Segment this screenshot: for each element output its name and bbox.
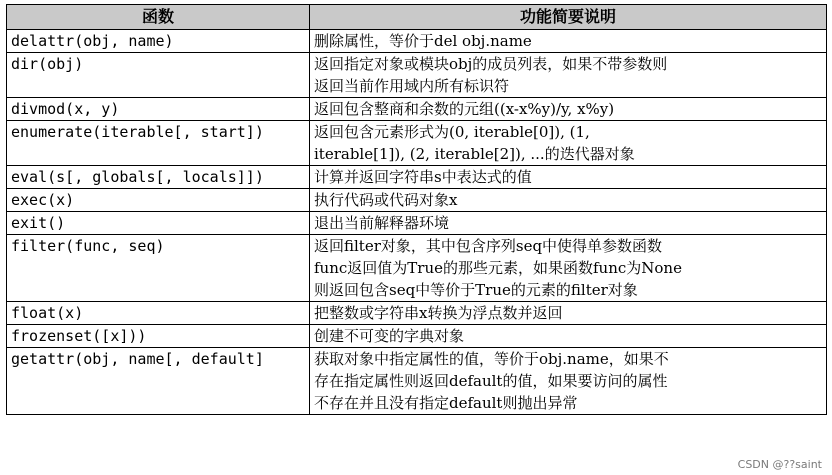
table-row	[7, 53, 827, 98]
function-signature: float(x)	[7, 302, 310, 325]
function-signature: eval(s[, globals[, locals]])	[7, 166, 310, 189]
table-row	[7, 166, 827, 189]
description-line: iterable[1]), (2, iterable[2]), ...的迭代器对象	[314, 145, 635, 163]
description-line: 计算并返回字符串s中表达式的值	[314, 168, 532, 186]
function-description	[310, 166, 827, 189]
function-signature: delattr(obj, name)	[7, 30, 310, 53]
description-line: 删除属性，等价于del obj.name	[314, 32, 532, 50]
description-line: 返回包含整商和余数的元组((x-x%y)/y, x%y)	[314, 100, 615, 118]
function-signature: dir(obj)	[7, 53, 310, 98]
function-description	[310, 235, 827, 302]
function-signature: exec(x)	[7, 189, 310, 212]
description-line: 返回包含元素形式为(0, iterable[0]), (1,	[314, 123, 590, 141]
function-description	[310, 212, 827, 235]
function-description	[310, 121, 827, 166]
description-line: func返回值为True的那些元素，如果函数func为None	[314, 259, 682, 277]
function-signature: divmod(x, y)	[7, 98, 310, 121]
description-line: 则返回包含seq中等价于True的元素的filter对象	[314, 281, 638, 299]
header-row	[7, 5, 827, 30]
description-line: 返回filter对象，其中包含序列seq中使得单参数函数	[314, 237, 663, 255]
description-line: 获取对象中指定属性的值，等价于obj.name，如果不	[314, 350, 669, 368]
function-signature: enumerate(iterable[, start])	[7, 121, 310, 166]
function-description	[310, 189, 827, 212]
function-table	[6, 4, 827, 415]
table-row	[7, 302, 827, 325]
table-row	[7, 348, 827, 415]
table-row	[7, 98, 827, 121]
description-line: 创建不可变的字典对象	[314, 327, 465, 345]
function-description	[310, 53, 827, 98]
description-line: 返回指定对象或模块obj的成员列表，如果不带参数则	[314, 55, 668, 73]
table-row	[7, 121, 827, 166]
function-signature: frozenset([x]))	[7, 325, 310, 348]
function-description	[310, 98, 827, 121]
function-description	[310, 302, 827, 325]
function-signature: filter(func, seq)	[7, 235, 310, 302]
description-line: 返回当前作用域内所有标识符	[314, 77, 510, 95]
description-line: 存在指定属性则返回default的值，如果要访问的属性	[314, 372, 668, 390]
description-line: 退出当前解释器环境	[314, 214, 450, 232]
watermark: CSDN @??saint	[737, 458, 822, 471]
header-function: 函数	[7, 5, 310, 30]
header-description: 功能简要说明	[310, 5, 827, 30]
function-description	[310, 325, 827, 348]
table-row	[7, 212, 827, 235]
description-line: 不存在并且没有指定default则抛出异常	[314, 394, 578, 412]
function-signature: exit()	[7, 212, 310, 235]
table-row	[7, 235, 827, 302]
function-description	[310, 348, 827, 415]
description-line: 把整数或字符串x转换为浮点数并返回	[314, 304, 563, 322]
table-row	[7, 189, 827, 212]
function-table-wrapper	[6, 4, 827, 415]
table-row	[7, 30, 827, 53]
description-line: 执行代码或代码对象x	[314, 191, 458, 209]
table-row	[7, 325, 827, 348]
function-description	[310, 30, 827, 53]
function-signature: getattr(obj, name[, default]	[7, 348, 310, 415]
